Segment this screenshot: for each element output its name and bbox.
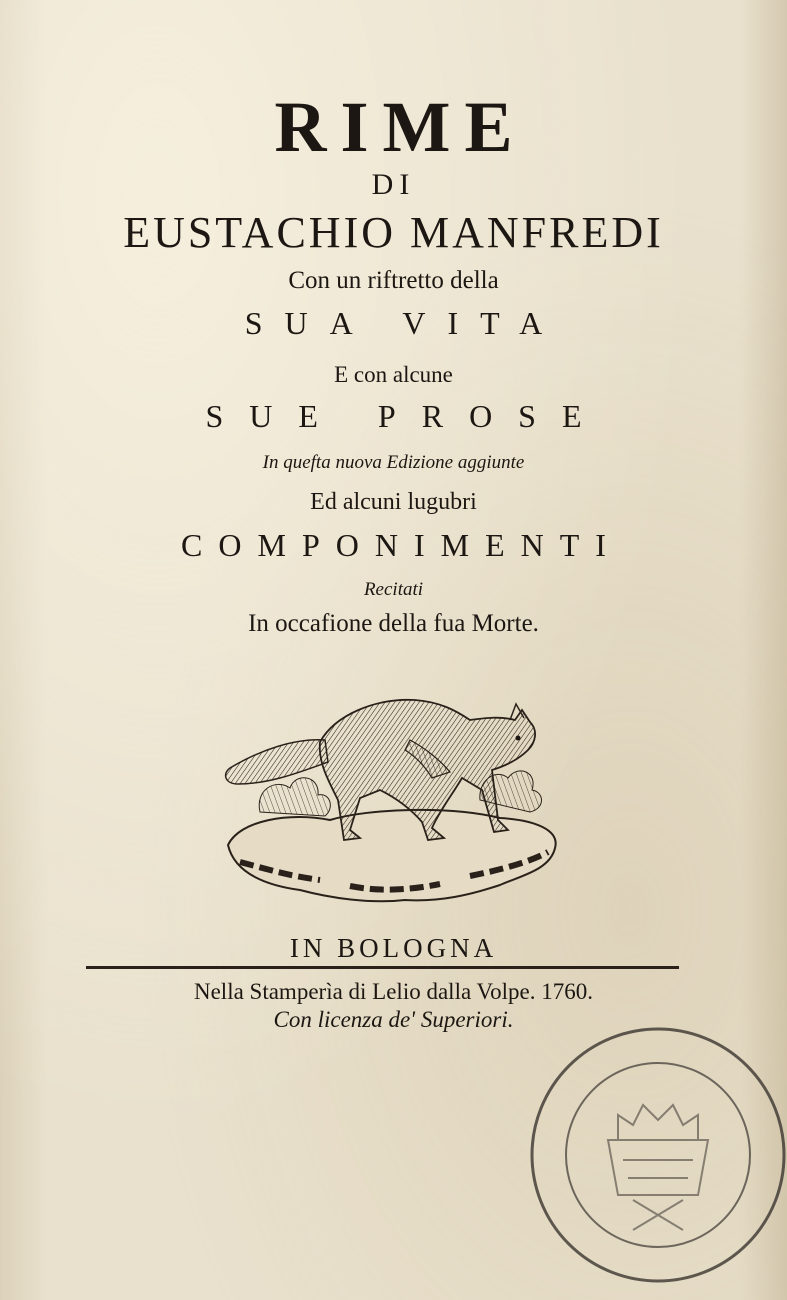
- imprint-rule: [86, 966, 679, 969]
- subtitle-componimenti: COMPONIMENTI: [181, 527, 622, 563]
- imprint-licenza: Con licenza de' Superiori.: [273, 1007, 514, 1032]
- fox-engraving-icon: [200, 680, 580, 915]
- imprint-printer: Nella Stamperìa di Lelio dalla Volpe. 1760.: [193, 979, 593, 1004]
- subtitle-occasione: In occafione della fua Morte.: [248, 610, 539, 637]
- imprint-city: IN BOLOGNA: [289, 933, 498, 963]
- library-stamp: [523, 1020, 787, 1290]
- title-di: DI: [371, 168, 416, 201]
- subtitle-ed-alcuni-lugubri: Ed alcuni lugubri: [310, 489, 477, 515]
- subtitle-nuova-edizione: In quefta nuova Edizione aggiunte: [262, 452, 525, 473]
- subtitle-e-con-alcune: E con alcune: [334, 362, 453, 387]
- book-title: RIME: [274, 87, 527, 167]
- subtitle-sua-vita: SUA VITA: [244, 305, 565, 341]
- subtitle-recitati: Recitati: [363, 579, 424, 600]
- subtitle-sue-prose: SUE PROSE: [205, 398, 608, 434]
- subtitle-con-ristretto: Con un riftretto della: [288, 267, 499, 294]
- author-name: EUSTACHIO MANFREDI: [123, 208, 664, 257]
